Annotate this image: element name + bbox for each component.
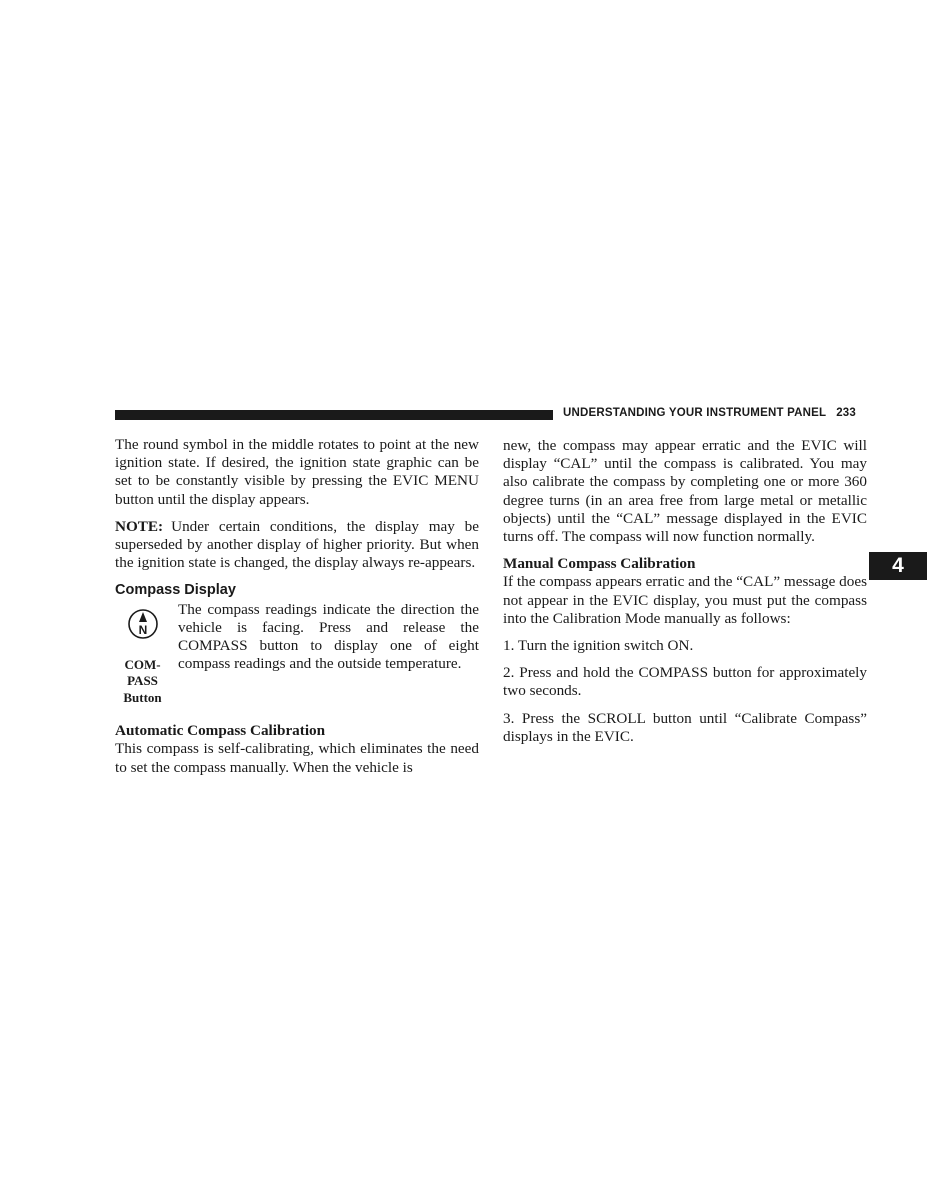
note-paragraph	[115, 518, 479, 573]
compass-caption-line-1: COM-	[124, 656, 161, 672]
compass-icon-letter: N	[138, 622, 147, 637]
running-header	[563, 407, 856, 419]
compass-display-block	[115, 601, 479, 707]
left-column	[115, 436, 479, 786]
section-title: UNDERSTANDING YOUR INSTRUMENT PANEL	[563, 407, 827, 419]
chapter-tab: 4	[869, 552, 927, 580]
step-2: 2. Press and hold the COMPASS button for approximately two seconds.	[503, 664, 867, 700]
header-rule	[115, 410, 553, 420]
paragraph-calibration-continued: new, the compass may appear erratic and the EVIC will display “CAL” until the compass is calibrated. You may also calibrate the compass by completing one or more 360 degree turns (in an area free from large metal or metallic objects) until the “CAL” message displayed in the EVIC turns off. The compass will now function normally.	[503, 437, 867, 546]
manual-calibration-heading: Manual Compass Calibration	[503, 555, 696, 573]
step-1: 1. Turn the ignition switch ON.	[503, 637, 694, 655]
compass-caption-line-3: Button	[123, 689, 162, 705]
automatic-calibration-heading: Automatic Compass Calibration	[115, 722, 326, 740]
compass-figure	[115, 601, 170, 707]
right-column	[503, 437, 867, 755]
compass-caption	[115, 657, 170, 707]
step-3: 3. Press the SCROLL button until “Calibrate Compass” displays in the EVIC.	[503, 709, 867, 745]
compass-display-heading: Compass Display	[115, 582, 236, 599]
automatic-calibration-text: This compass is self-calibrating, which eliminates the need to set the compass manually. When the vehicle is	[115, 740, 479, 776]
compass-description: The compass readings indicate the direction the vehicle is facing. Press and release the COMPASS button to display one of eight compass readings and the outside temperature.	[178, 600, 479, 673]
note-text: Under certain conditions, the display may be superseded by another display of higher priority. But when the ignition state is changed, the display always re-appears.	[115, 517, 479, 572]
note-label: NOTE:	[115, 517, 164, 535]
compass-caption-line-2: PASS	[127, 673, 158, 689]
page-number: 233	[836, 407, 856, 419]
compass-button-icon	[128, 607, 158, 641]
paragraph-ignition-symbol: The round symbol in the middle rotates to point at the new ignition state. If desired, the ignition state graphic can be set to be constantly visible by pressing the EVIC MENU button until the display appears.	[115, 436, 479, 508]
manual-calibration-text: If the compass appears erratic and the “CAL” message does not appear in the EVIC display, you must put the compass into the Calibration Mode manually as follows:	[503, 573, 867, 627]
